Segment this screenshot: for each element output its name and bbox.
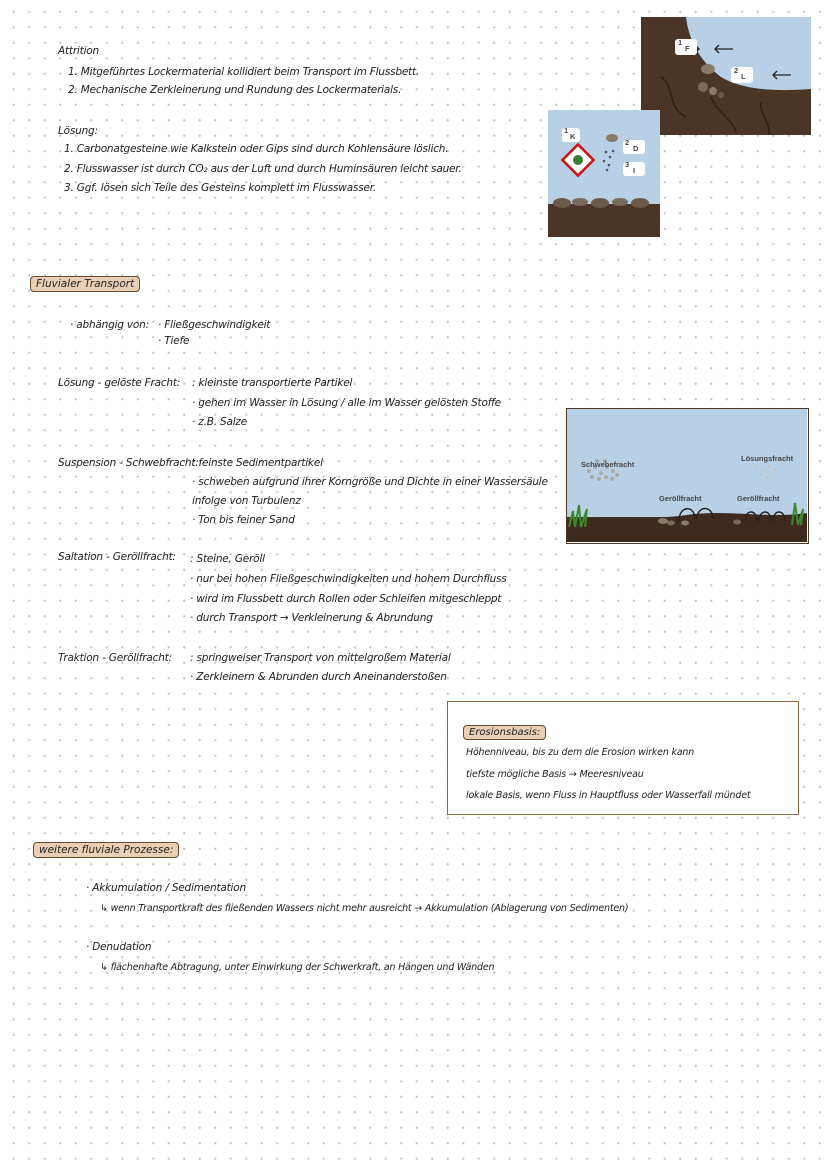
- transport-figure: [566, 408, 809, 544]
- section-saltation-line-1: : Steine, Geröll: [190, 553, 265, 565]
- attrition-illustration: [641, 17, 811, 135]
- abhaengig-item-1: · Fließgeschwindigkeit: [158, 319, 271, 331]
- section-loesung-line-3: · z.B. Salze: [192, 416, 247, 428]
- attrition-item-1: 1. Mitgeführtes Lockermaterial kollidiert beim Transport im Flussbett.: [68, 66, 420, 78]
- fig2-label2: D: [633, 144, 639, 153]
- fig2-num2: 2: [625, 138, 630, 147]
- weitere-heading: weitere fluviale Prozesse:: [33, 842, 179, 858]
- fig2-label3: I: [633, 166, 636, 175]
- label-schwebefracht: Schwebefracht: [581, 460, 635, 469]
- loesung-item-2: 2. Flusswasser ist durch CO₂ aus der Luft und durch Huminsäuren leicht sauer.: [64, 163, 462, 175]
- loesung-item-3: 3. Ggf. lösen sich Teile des Gesteins komplett im Flusswasser.: [64, 182, 377, 194]
- section-loesung-line-1: : kleinste transportierte Partikel: [192, 377, 353, 389]
- section-loesung-label: Lösung - gelöste Fracht:: [58, 377, 181, 389]
- fig1-num1: 1: [678, 38, 683, 47]
- section-loesung-line-2: · gehen im Wasser in Lösung / alle im Wasser gelösten Stoffe: [192, 397, 501, 409]
- section-traktion-line-1: : springweiser Transport von mittelgroßem Material: [190, 652, 451, 664]
- transport-illustration: [567, 409, 807, 542]
- weitere-item-2-title: · Denudation: [86, 941, 152, 953]
- section-suspension-label: Suspension - Schwebfracht:: [58, 457, 199, 469]
- section-suspension-line-3: infolge von Turbulenz: [192, 495, 301, 507]
- loesung-item-1: 1. Carbonatgesteine wie Kalkstein oder Gips sind durch Kohlensäure löslich.: [64, 143, 449, 155]
- section-suspension-line-4: · Ton bis feiner Sand: [192, 514, 295, 526]
- loesung-figure: [548, 110, 660, 237]
- abhaengig-item-2: · Tiefe: [158, 335, 190, 347]
- section-saltation-line-3: · wird im Flussbett durch Rollen oder Schleifen mitgeschleppt: [190, 593, 502, 605]
- weitere-item-1-title: · Akkumulation / Sedimentation: [86, 882, 246, 894]
- label-geroellfracht-2: Geröllfracht: [737, 494, 780, 503]
- erosionsbasis-line-2: tiefste mögliche Basis → Meeresniveau: [466, 769, 644, 780]
- fig2-label1: K: [570, 132, 576, 141]
- loesung-title: Lösung:: [58, 125, 98, 137]
- weitere-item-1-desc: ↳ wenn Transportkraft des fließenden Wassers nicht mehr ausreicht → Akkumulation (Ablagerung von Sedimenten): [100, 903, 629, 914]
- section-saltation-line-2: · nur bei hohen Fließgeschwindigkeiten und hohem Durchfluss: [190, 573, 507, 585]
- weitere-item-2-desc: ↳ flächenhafte Abtragung, unter Einwirkung der Schwerkraft, an Hängen und Wänden: [100, 962, 495, 973]
- section-traktion-label: Traktion - Geröllfracht:: [58, 652, 172, 664]
- fig2-num3: 3: [625, 160, 630, 169]
- fig1-label2: L: [741, 72, 746, 81]
- fig1-label1: F: [685, 44, 690, 53]
- section-suspension-line-1: : feinste Sedimentpartikel: [192, 457, 323, 469]
- transport-heading: Fluvialer Transport: [30, 276, 140, 292]
- section-saltation-line-4: · durch Transport → Verkleinerung & Abrundung: [190, 612, 433, 624]
- attrition-title: Attrition: [58, 45, 99, 57]
- section-traktion-line-2: · Zerkleinern & Abrunden durch Aneinanderstoßen: [190, 671, 447, 683]
- erosionsbasis-line-3: lokale Basis, wenn Fluss in Hauptfluss oder Wasserfall mündet: [466, 790, 751, 801]
- fig2-num1: 1: [564, 126, 569, 135]
- loesung-illustration: [548, 110, 660, 237]
- attrition-item-2: 2. Mechanische Zerkleinerung und Rundung des Lockermaterials.: [68, 84, 402, 96]
- erosionsbasis-box: [447, 701, 799, 815]
- section-suspension-line-2: · schweben aufgrund ihrer Korngröße und Dichte in einer Wassersäule: [192, 476, 548, 488]
- label-loesungsfracht: Lösungsfracht: [741, 454, 794, 463]
- section-saltation-label: Saltation - Geröllfracht:: [58, 551, 176, 563]
- abhaengig-label: · abhängig von:: [70, 319, 149, 331]
- erosionsbasis-title: Erosionsbasis:: [463, 725, 546, 740]
- label-geroellfracht-1: Geröllfracht: [659, 494, 702, 503]
- fig1-num2: 2: [734, 66, 739, 75]
- attrition-figure: [641, 17, 811, 135]
- erosionsbasis-line-1: Höhenniveau, bis zu dem die Erosion wirken kann: [466, 747, 695, 758]
